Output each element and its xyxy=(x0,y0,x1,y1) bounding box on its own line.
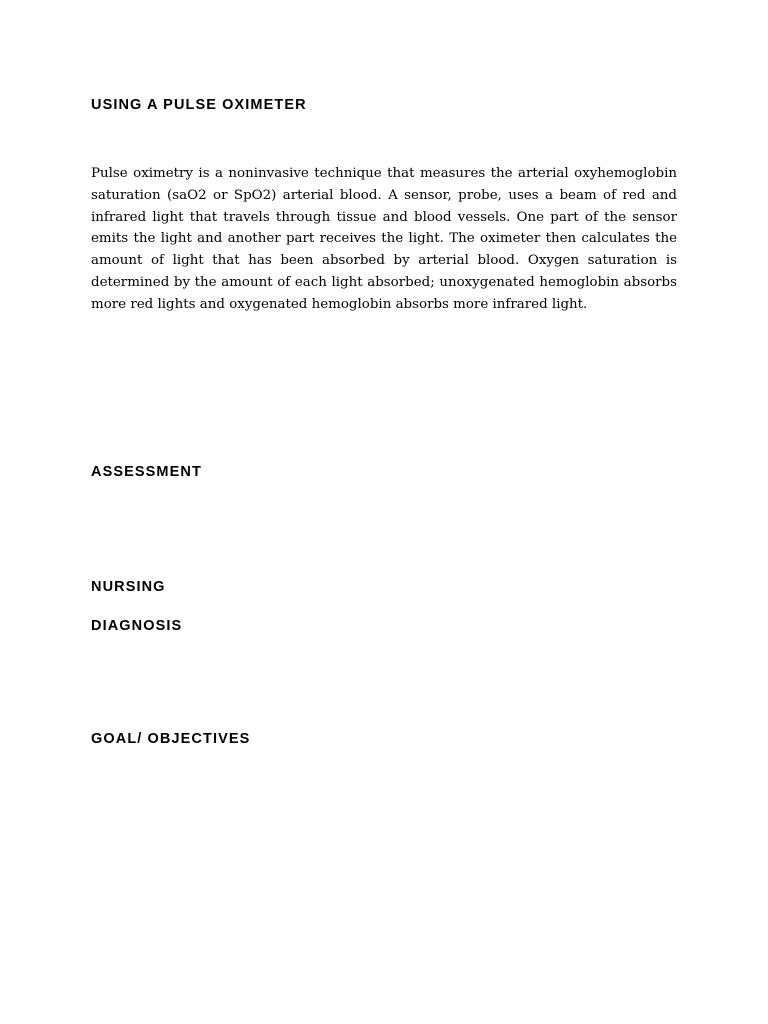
section-heading-assessment: ASSESSMENT xyxy=(91,464,202,480)
section-heading-diagnosis: DIAGNOSIS xyxy=(91,618,183,634)
section-heading-goal-objectives: GOAL/ OBJECTIVES xyxy=(91,731,251,747)
document-title: USING A PULSE OXIMETER xyxy=(91,97,307,113)
intro-paragraph: Pulse oximetry is a noninvasive technique that measures the arterial oxyhemoglobin saturation (saO2 or SpO2) arterial blood. A sensor, probe, uses a beam of red and infrared light that travels through tissue and blood vessels. One part of the sensor emits the light and another part receives the light. The oximeter then calculates the amount of light that has been absorbed by arterial blood. Oxygen saturation is determined by the amount of each light absorbed; unoxygenated hemoglobin absorbs more red lights and oxygenated hemoglobin absorbs more infrared light. xyxy=(91,166,677,312)
section-heading-nursing: NURSING xyxy=(91,579,166,595)
